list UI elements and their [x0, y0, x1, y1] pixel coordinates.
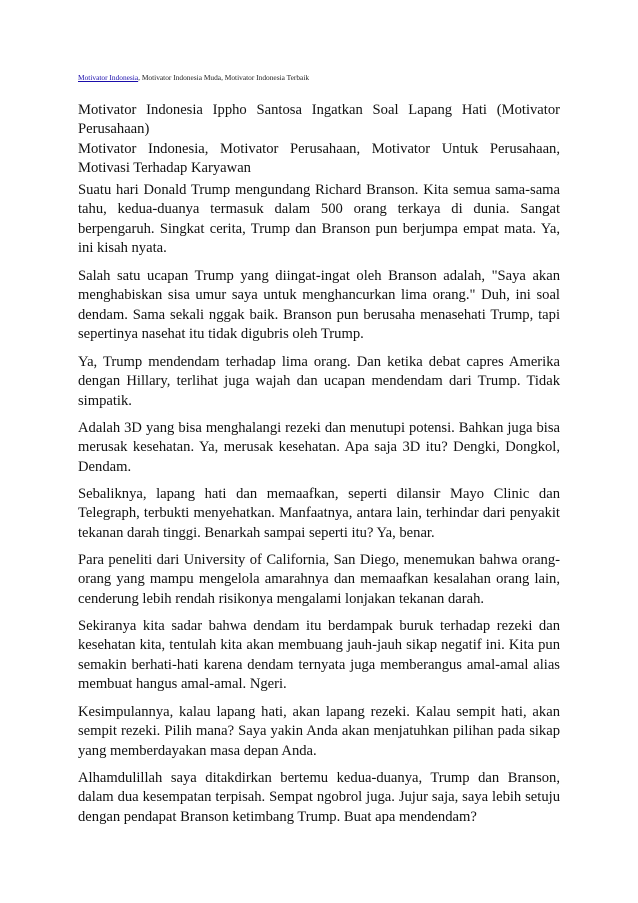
paragraph-4: Adalah 3D yang bisa menghalangi rezeki dan menutupi potensi. Bahkan juga bisa merusak kesehatan. Ya, merusak kesehatan. Apa saja 3D itu? Dengki, Dongkol, Dendam. — [78, 420, 560, 475]
keyword-header-text: , Motivator Indonesia Muda, Motivator Indonesia Terbaik — [138, 73, 310, 82]
paragraph-5: Sebaliknya, lapang hati dan memaafkan, seperti dilansir Mayo Clinic dan Telegraph, terbukti menyehatkan. Manfaatnya, antara lain, terhindar dari penyakit tekanan darah tinggi. Benarkah sampai seperti itu? Ya, benar. — [78, 486, 560, 541]
paragraph-2: Salah satu ucapan Trump yang diingat-ingat oleh Branson adalah, "Saya akan menghabiskan sisa umur saya untuk menghancurkan lima orang." Duh, ini soal dendam. Sama sekali nggak baik. Branson pun berusaha menasehati Trump, tapi sepertinya nasehat itu tidak digubris oleh Trump. — [78, 268, 560, 342]
paragraph-8: Kesimpulannya, kalau lapang hati, akan lapang rezeki. Kalau sempit hati, akan sempit rezeki. Pilih mana? Saya yakin Anda akan menjatuhkan pilihan pada sikap yang memberdayakan masa depan Anda. — [78, 704, 560, 759]
paragraph-7: Sekiranya kita sadar bahwa dendam itu berdampak buruk terhadap rezeki dan kesehatan kita, tentulah kita akan membuang jauh-jauh sikap negatif ini. Kita pun semakin berhati-hati karena dendam ternyata juga memberangus amal-amal alias membuat hangus amal-amal. Ngeri. — [78, 618, 560, 692]
paragraph-9: Alhamdulillah saya ditakdirkan bertemu kedua-duanya, Trump dan Branson, dalam dua kesempatan terpisah. Sempat ngobrol juga. Jujur saja, saya lebih setuju dengan pendapat Branson ketimbang Trump. Buat apa mendendam? — [78, 770, 560, 825]
article-title: Motivator Indonesia Ippho Santosa Ingatkan Soal Lapang Hati (Motivator Perusahaan) — [78, 102, 560, 138]
paragraph-1: Suatu hari Donald Trump mengundang Richard Branson. Kita semua sama-sama tahu, kedua-duanya termasuk dalam 500 orang terkaya di dunia. Sangat berpengaruh. Singkat cerita, Trump dan Branson pun berjumpa empat mata. Ya, ini kisah nyata. — [78, 182, 560, 256]
paragraph-6: Para peneliti dari University of California, San Diego, menemukan bahwa orang-orang yang mampu mengelola amarahnya dan memaafkan kesalahan orang lain, cenderung lebih rendah risikonya mengalami lonjakan tekanan darah. — [78, 552, 560, 607]
paragraph-3: Ya, Trump mendendam terhadap lima orang. Dan ketika debat capres Amerika dengan Hillary, terlihat juga wajah dan ucapan mendendam dari Trump. Tidak simpatik. — [78, 354, 560, 409]
motivator-indonesia-link[interactable]: Motivator Indonesia — [78, 73, 139, 82]
article-title-block — [78, 101, 560, 178]
article-subtitle-keywords: Motivator Indonesia, Motivator Perusahaan, Motivator Untuk Perusahaan, Motivasi Terhadap Karyawan — [78, 140, 560, 176]
keyword-header — [78, 73, 309, 82]
